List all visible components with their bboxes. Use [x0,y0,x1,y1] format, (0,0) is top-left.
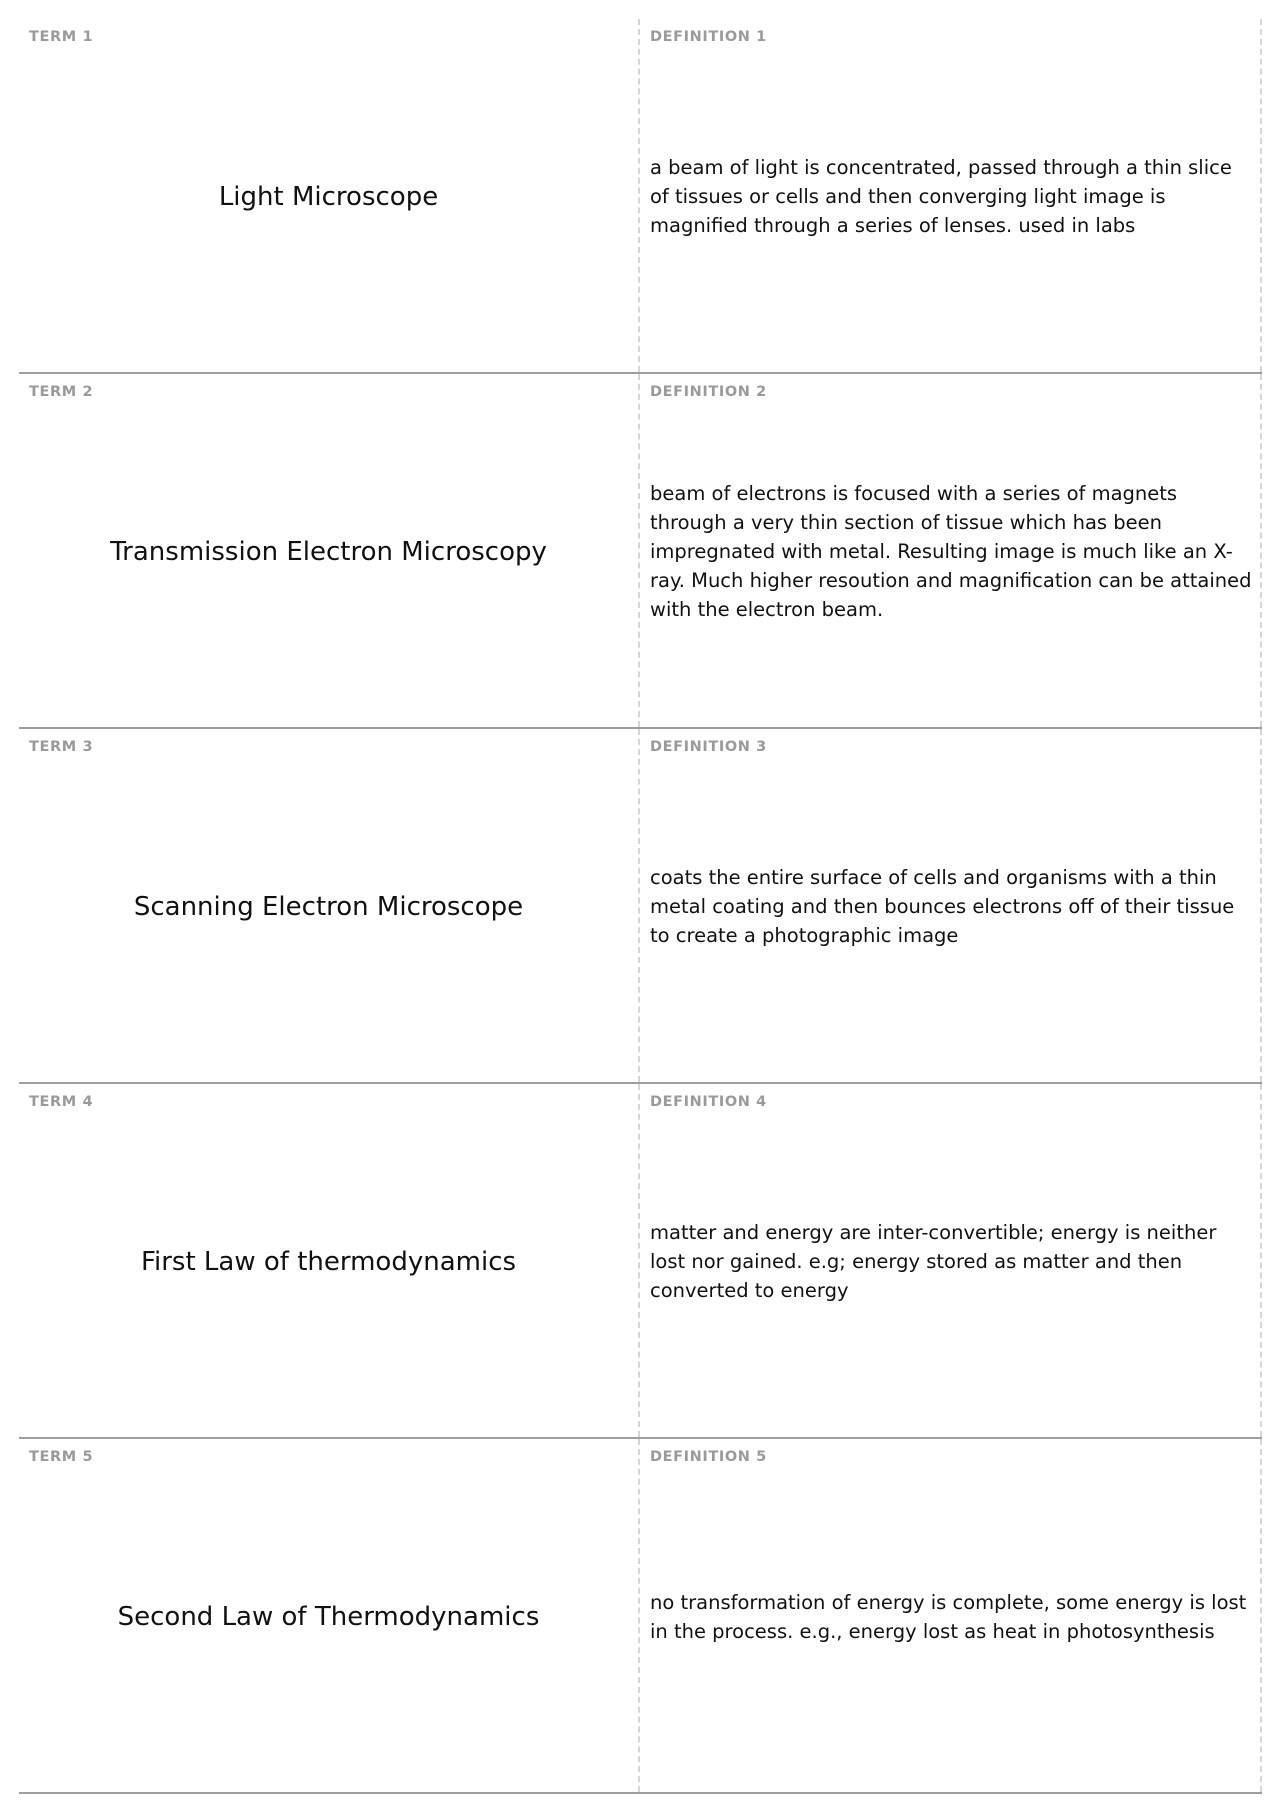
definition-label: DEFINITION 3 [650,739,767,755]
term-text: First Law of thermodynamics [140,1246,517,1277]
definition-text: no transformation of energy is complete, some energy is lost in the process. e.g., energy lost as heat in photosynthesis [650,1590,1247,1643]
flashcard [19,19,1262,374]
definition-cell [640,1439,1262,1792]
flashcard [19,374,1262,729]
term-cell [19,374,640,727]
flashcard [19,1439,1262,1794]
flashcard-sheet [19,19,1262,1794]
term-label: TERM 4 [29,1094,94,1110]
definition-label: DEFINITION 1 [650,29,767,45]
definition-text: matter and energy are inter-convertible; energy is neither lost nor gained. e.g; energy stored as matter and then converted to energy [650,1221,1217,1302]
term-label: TERM 5 [29,1449,94,1465]
term-cell [19,1439,640,1792]
term-cell [19,19,640,372]
definition-text: a beam of light is concentrated, passed through a thin slice of tissues or cells and then converging light image is magnified through a series of lenses. used in labs [650,156,1232,237]
definition-cell [640,374,1262,727]
definition-text: beam of electrons is focused with a series of magnets through a very thin section of tissue which has been impregnated with metal. Resulting image is much like an X-ray. Much higher resoution and magnification can be attained with the electron beam. [650,482,1252,621]
term-label: TERM 1 [29,29,94,45]
definition-text: coats the entire surface of cells and organisms with a thin metal coating and then bounces electrons off of their tissue to create a photographic image [650,866,1235,947]
definition-cell [640,1084,1262,1437]
term-text: Light Microscope [218,181,439,212]
term-label: TERM 3 [29,739,94,755]
term-cell [19,1084,640,1437]
definition-cell [640,19,1262,372]
term-text: Scanning Electron Microscope [133,891,524,922]
term-cell [19,729,640,1082]
definition-label: DEFINITION 4 [650,1094,767,1110]
term-label: TERM 2 [29,384,94,400]
flashcard [19,1084,1262,1439]
definition-label: DEFINITION 2 [650,384,767,400]
definition-cell [640,729,1262,1082]
term-text: Second Law of Thermodynamics [117,1601,540,1632]
definition-label: DEFINITION 5 [650,1449,767,1465]
term-text: Transmission Electron Microscopy [110,536,547,567]
flashcard [19,729,1262,1084]
